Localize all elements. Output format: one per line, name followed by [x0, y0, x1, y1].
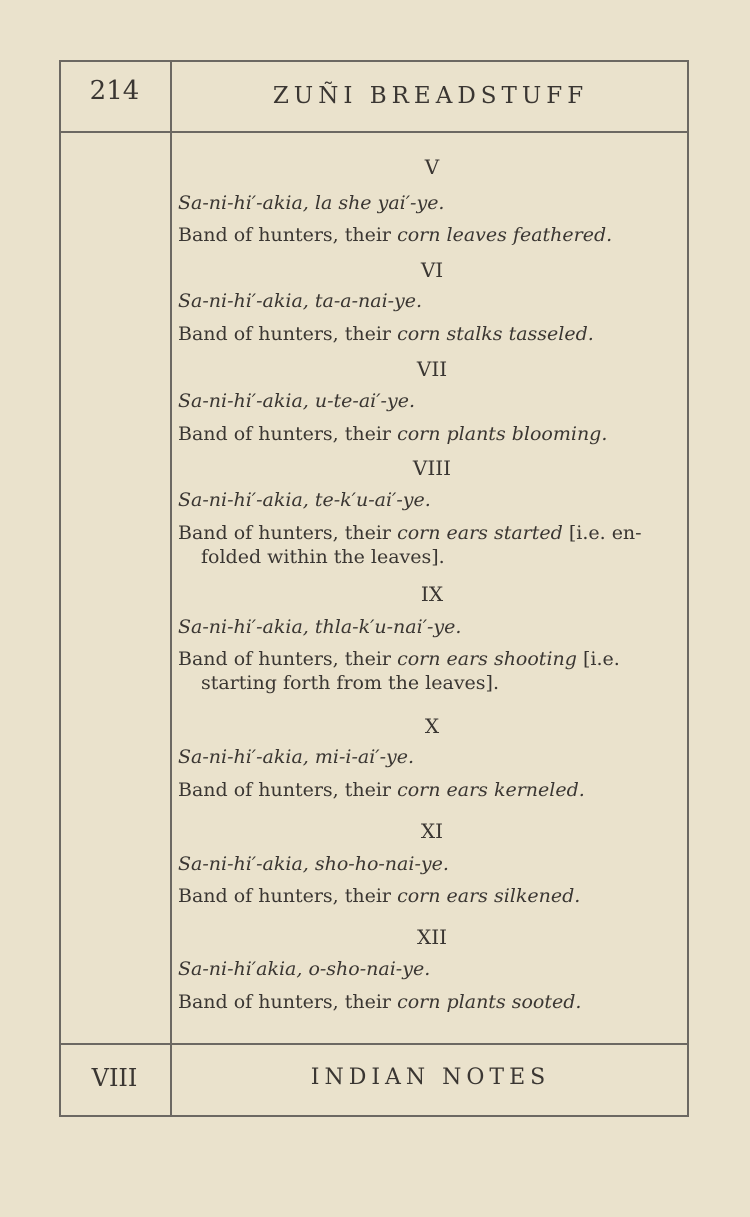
margin-rule [170, 60, 172, 1117]
english-italic: corn ears kerneled. [397, 779, 585, 801]
english-line [178, 423, 607, 445]
english-italic: corn plants blooming. [397, 423, 608, 445]
english-text: Band of hunters, their [178, 885, 398, 907]
english-text: Band of hunters, their [178, 323, 398, 345]
zuni-line: Sa-ni-hi′-akia, te-k′u-ai′-ye. [178, 489, 431, 511]
english-line [178, 885, 580, 907]
english-line [178, 779, 585, 801]
english-text: Band of hunters, their [178, 991, 398, 1013]
page-number: 214 [89, 76, 140, 106]
english-continuation: folded within the leaves]. [201, 546, 445, 568]
english-text: Band of hunters, their [178, 779, 398, 801]
zuni-line: Sa-ni-hi′-akia, mi-i-ai′-ye. [178, 746, 415, 768]
english-text: Band of hunters, their [178, 522, 398, 544]
english-text: Band of hunters, their [178, 423, 398, 445]
english-text: Band of hunters, their [178, 648, 398, 670]
stanza-numeral: X [424, 714, 440, 738]
stanza-numeral: VIII [412, 456, 452, 480]
stanza-numeral: XII [416, 925, 448, 949]
zuni-line: Sa-ni-hi′-akia, thla-k′u-nai′-ye. [178, 616, 462, 638]
english-line [178, 648, 620, 670]
english-italic: corn leaves feathered. [397, 224, 613, 246]
zuni-line: Sa-ni-hi′-akia, la she yai′-ye. [178, 192, 445, 214]
english-line [178, 323, 594, 345]
header-rule [59, 131, 689, 133]
english-suffix: [i.e. en- [562, 522, 642, 544]
english-line [178, 991, 581, 1013]
english-italic: corn plants sooted. [397, 991, 582, 1013]
footer-section-number: VIII [91, 1064, 138, 1092]
english-italic: corn stalks tasseled. [397, 323, 594, 345]
english-line [178, 522, 642, 544]
zuni-line: Sa-ni-hi′-akia, u-te-ai′-ye. [178, 390, 415, 412]
stanza-numeral: VI [420, 258, 444, 282]
footer-title: INDIAN NOTES [310, 1065, 551, 1090]
zuni-line: Sa-ni-hi′-akia, sho-ho-nai-ye. [178, 853, 449, 875]
english-italic: corn ears shooting [397, 648, 577, 670]
english-continuation: starting forth from the leaves]. [201, 672, 500, 694]
stanza-numeral: XI [420, 819, 444, 843]
zuni-line: Sa-ni-hi′akia, o-sho-nai-ye. [178, 958, 431, 980]
stanza-numeral: VII [416, 357, 448, 381]
english-suffix: [i.e. [576, 648, 620, 670]
footer-rule [59, 1043, 689, 1045]
english-line [178, 224, 612, 246]
running-title: ZUÑI BREADSTUFF [272, 83, 589, 109]
english-text: Band of hunters, their [178, 224, 398, 246]
stanza-numeral: IX [420, 582, 444, 606]
zuni-line: Sa-ni-hi′-akia, ta-a-nai-ye. [178, 290, 423, 312]
english-italic: corn ears silkened. [397, 885, 581, 907]
stanza-numeral: V [424, 155, 440, 179]
english-italic: corn ears started [397, 522, 563, 544]
